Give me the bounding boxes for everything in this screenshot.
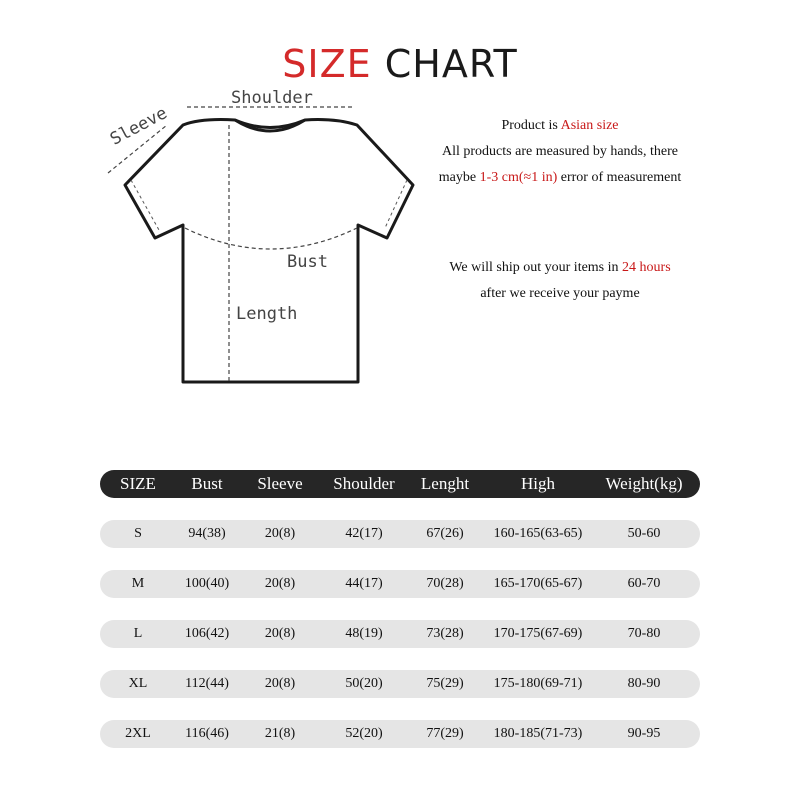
table-cell: 73(28) — [426, 626, 464, 641]
shoulder-label: Shoulder — [231, 88, 313, 108]
table-cell: 106(42) — [184, 626, 230, 641]
table-row — [100, 570, 700, 598]
table-cell: 75(29) — [426, 676, 464, 691]
table-cell: 20(8) — [264, 526, 296, 541]
table-cell: 21(8) — [264, 726, 296, 741]
table-cell: 50-60 — [627, 526, 661, 541]
table-header — [100, 470, 700, 498]
info-line-4: We will ship out your items in 24 hours — [449, 260, 671, 275]
table-cell: 77(29) — [426, 726, 464, 741]
table-cell: 112(44) — [185, 676, 229, 691]
table-cell: M — [131, 576, 145, 591]
table-cell: 170-175(67-69) — [493, 626, 583, 641]
table-row — [100, 620, 700, 648]
table-cell: 116(46) — [185, 726, 229, 741]
table-cell: 175-180(69-71) — [493, 676, 583, 691]
table-row — [100, 720, 700, 748]
table-cell: 20(8) — [264, 676, 296, 691]
table-cell: 42(17) — [345, 526, 383, 541]
tshirt-diagram — [95, 80, 425, 395]
table-cell: S — [134, 526, 142, 541]
title-size: SIZE — [282, 42, 372, 86]
table-cell: 48(19) — [345, 626, 383, 641]
table-cell: 90-95 — [627, 726, 661, 741]
table-cell: 94(38) — [188, 526, 226, 541]
sleeve-label: Sleeve — [107, 103, 171, 150]
bust-label: Bust — [287, 252, 328, 272]
table-cell: 180-185(71-73) — [493, 726, 583, 741]
table-cell: 60-70 — [627, 576, 661, 591]
table-cell: 50(20) — [345, 676, 383, 691]
length-label: Length — [236, 304, 298, 324]
title-chart: CHART — [384, 42, 518, 86]
info-line-2: All products are measured by hands, there — [442, 144, 678, 159]
table-cell: 160-165(63-65) — [493, 526, 583, 541]
table-cell: 2XL — [125, 726, 151, 741]
header-high: High — [521, 474, 555, 493]
info-line-3: maybe 1-3 cm(≈1 in) error of measurement — [438, 170, 682, 185]
header-length: Lenght — [420, 474, 470, 493]
table-cell: 44(17) — [345, 576, 383, 591]
table-cell: 70-80 — [627, 626, 661, 641]
table-cell: 52(20) — [345, 726, 383, 741]
header-sleeve: Sleeve — [257, 474, 303, 493]
table-cell: 100(40) — [184, 576, 230, 591]
table-row — [100, 520, 700, 548]
header-weight: Weight(kg) — [605, 474, 683, 493]
table-cell: 165-170(65-67) — [493, 576, 583, 591]
table-cell: 20(8) — [264, 576, 296, 591]
table-row — [100, 670, 700, 698]
header-size: SIZE — [120, 474, 156, 493]
table-cell: 67(26) — [426, 526, 464, 541]
table-cell: L — [133, 626, 143, 641]
header-bust: Bust — [191, 474, 223, 493]
info-line-5: after we receive your payme — [480, 286, 640, 301]
table-cell: 70(28) — [426, 576, 464, 591]
header-shoulder: Shoulder — [333, 474, 395, 493]
table-cell: XL — [128, 676, 148, 691]
table-cell: 20(8) — [264, 626, 296, 641]
table-cell: 80-90 — [627, 676, 661, 691]
info-line-1: Product is Asian size — [501, 118, 619, 133]
